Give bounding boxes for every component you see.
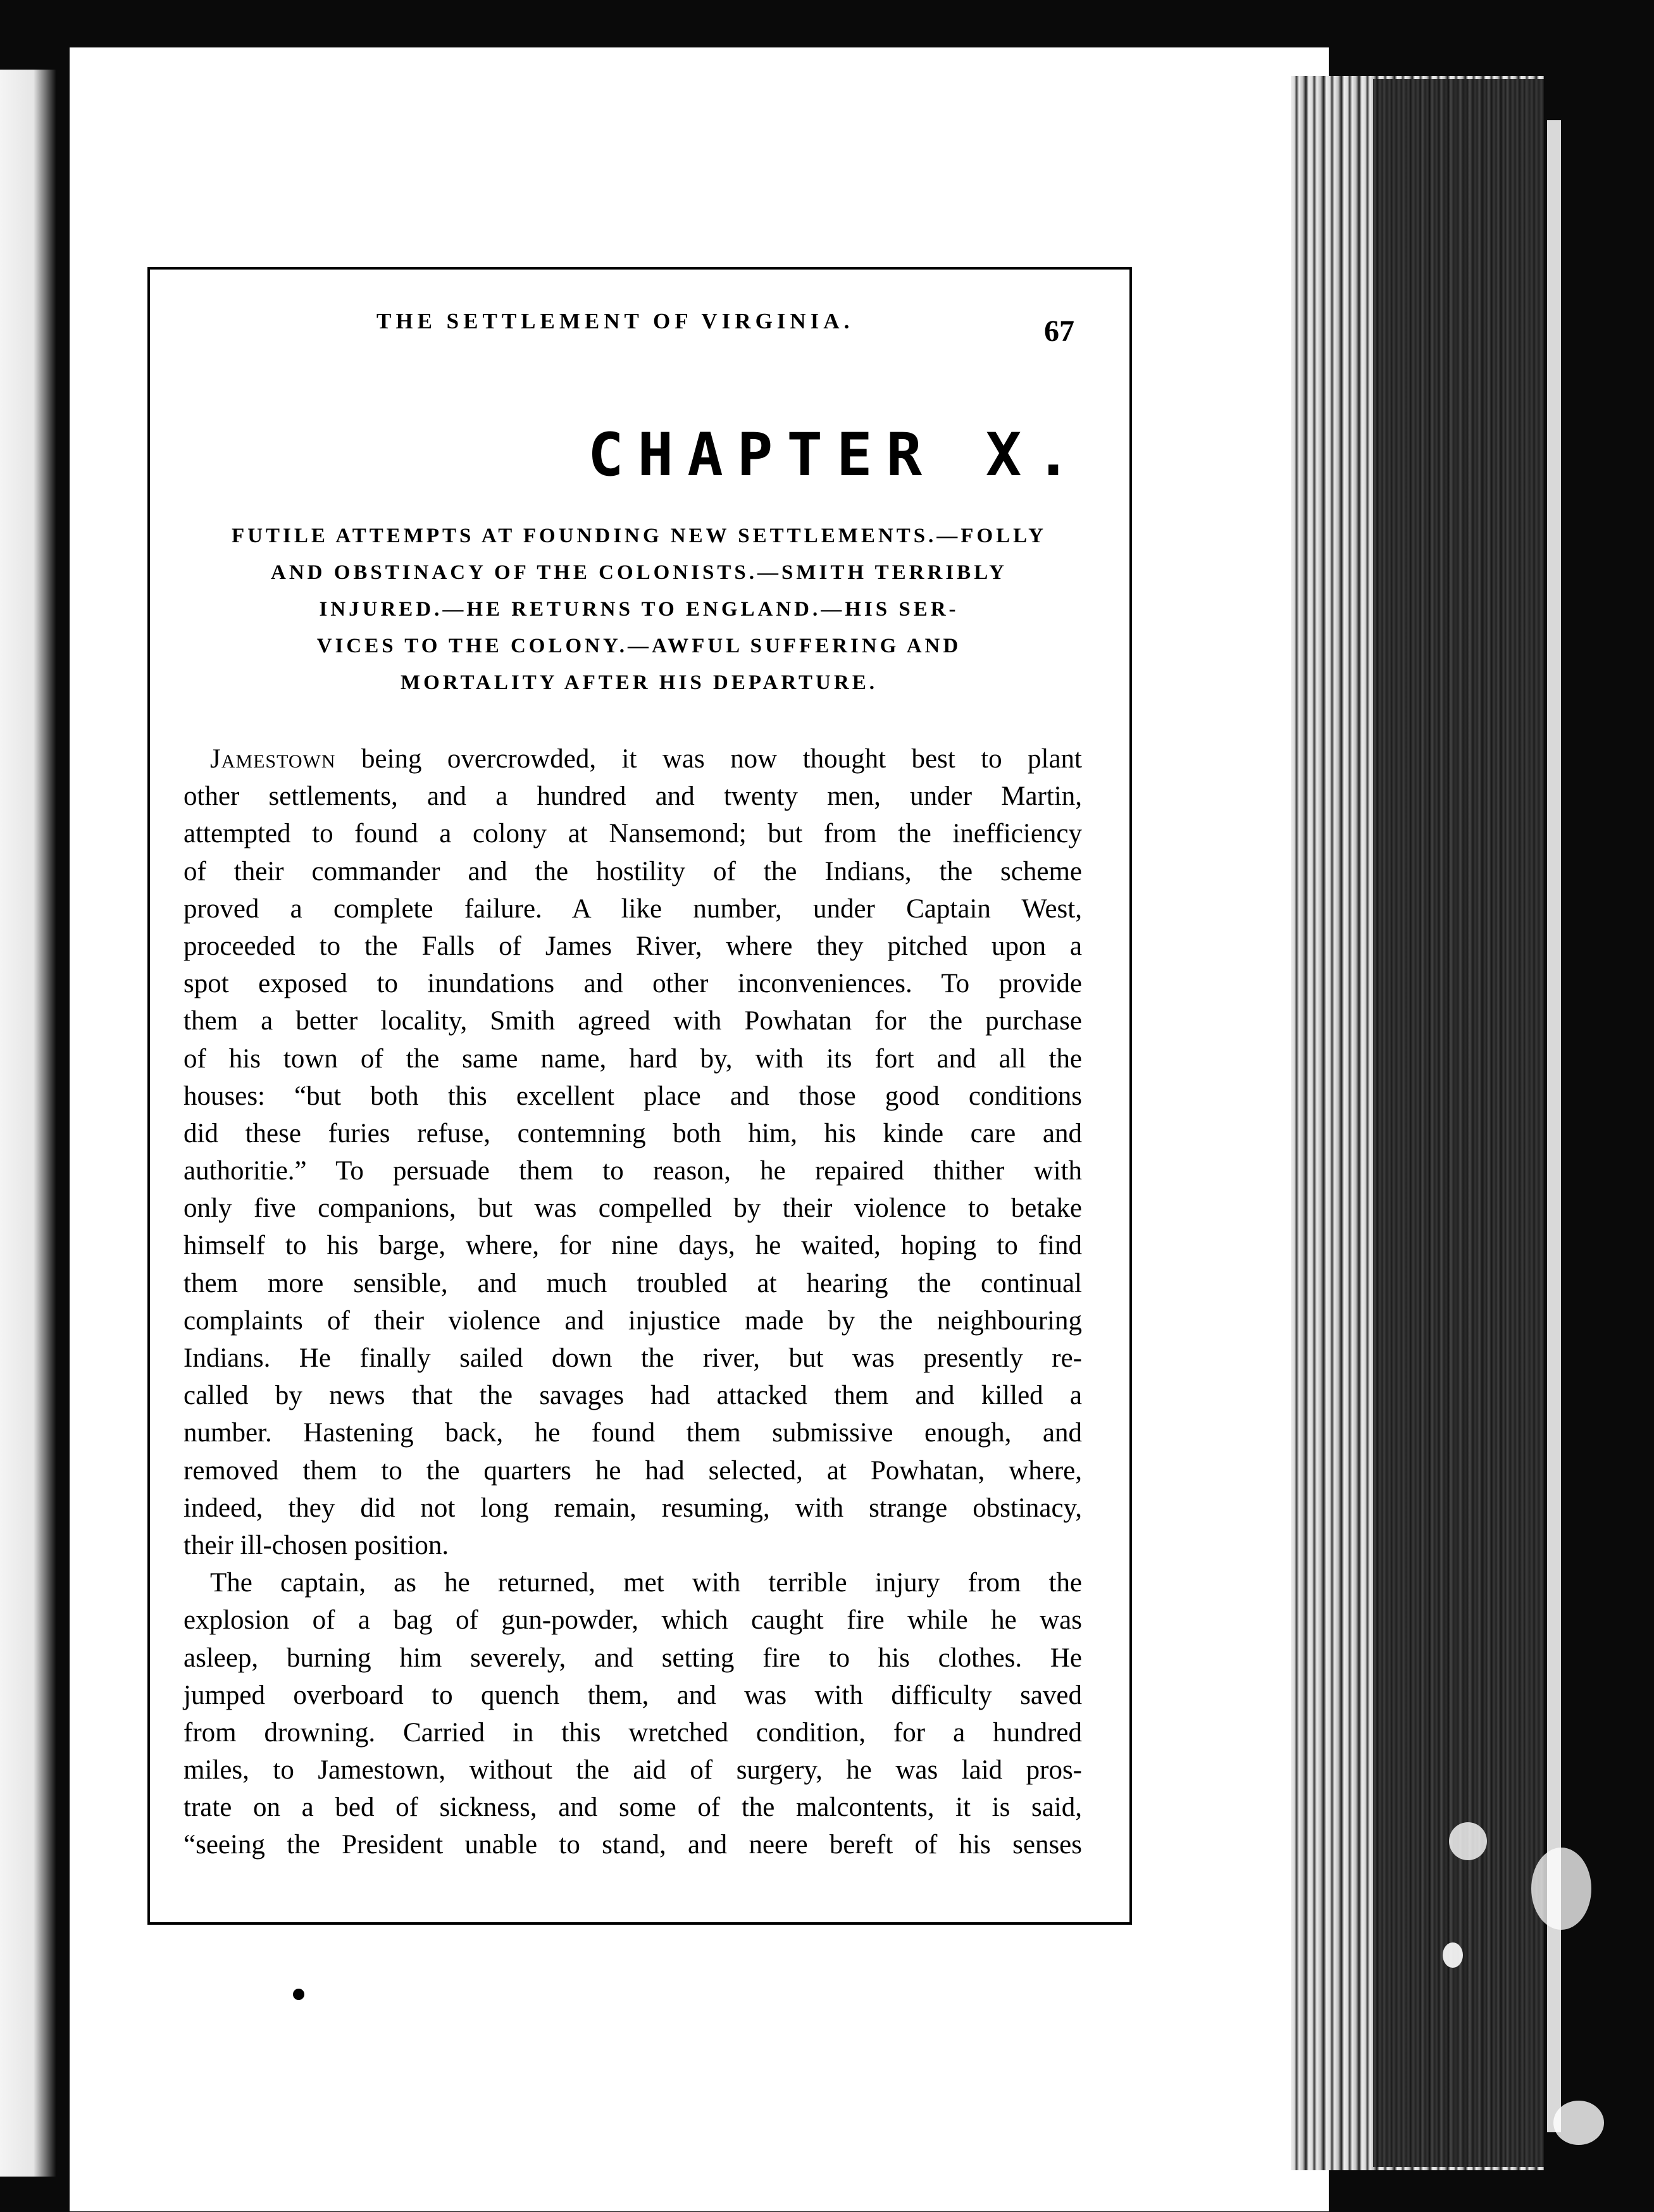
text-line: called by news that the savages had attacked them and killed a	[183, 1381, 1082, 1411]
scan-speck	[1531, 1848, 1591, 1930]
text-line: removed them to the quarters he had selected, at Powhatan, where,	[183, 1455, 1082, 1486]
text-line: number. Hastening back, he found them submissive enough, and	[183, 1418, 1082, 1448]
text-line: explosion of a bag of gun-powder, which caught fire while he was	[183, 1605, 1082, 1636]
text-line: only five companions, but was compelled by their violence to betake	[183, 1193, 1082, 1224]
summary-line: FUTILE ATTEMPTS AT FOUNDING NEW SETTLEMENTS.—FOLLY	[232, 525, 1047, 547]
summary-line: VICES TO THE COLONY.—AWFUL SUFFERING AND	[316, 635, 962, 657]
page-number: 67	[1044, 314, 1074, 348]
text-line: their ill-chosen position.	[183, 1530, 449, 1560]
scan-speck	[1553, 2101, 1604, 2145]
text-line: jumped overboard to quench them, and was with difficulty saved	[183, 1680, 1082, 1710]
text-line: spot exposed to inundations and other inconveniences. To provide	[183, 969, 1082, 999]
paragraph	[183, 740, 1082, 1564]
scan-speck	[1443, 1942, 1463, 1968]
text-line: proceeded to the Falls of James River, where they pitched upon a	[183, 931, 1082, 961]
lead-word: Jamestown	[210, 744, 336, 774]
text-line: The captain, as he returned, met with terrible injury from the	[210, 1568, 1082, 1598]
ink-dot	[293, 1989, 304, 2000]
text-line: them more sensible, and much troubled at hearing the continual	[183, 1268, 1082, 1298]
summary-line: INJURED.—HE RETURNS TO ENGLAND.—HIS SER-	[319, 598, 959, 621]
text-line: miles, to Jamestown, without the aid of surgery, he was laid pros-	[183, 1755, 1082, 1786]
text-line: attempted to found a colony at Nansemond; but from the inefficiency	[183, 819, 1082, 849]
text-line: from drowning. Carried in this wretched condition, for a hundred	[183, 1717, 1082, 1748]
text-line: Indians. He finally sailed down the river, but was presently re-	[183, 1343, 1082, 1373]
text-line	[183, 740, 1082, 778]
chapter-summary	[171, 518, 1107, 701]
text-line: other settlements, and a hundred and twenty men, under Martin,	[183, 781, 1082, 812]
text-line: houses: “but both this excellent place and those good conditions	[183, 1081, 1082, 1111]
text-line: indeed, they did not long remain, resuming, with strange obstinacy,	[183, 1493, 1082, 1523]
text-line: did these furies refuse, contemning both him, his kinde care and	[183, 1118, 1082, 1148]
chapter-title: CHAPTER X.	[588, 421, 1085, 490]
summary-line: AND OBSTINACY OF THE COLONISTS.—SMITH TERRIBLY	[270, 561, 1008, 584]
text-line: asleep, burning him severely, and setting fire to his clothes. He	[183, 1643, 1082, 1673]
text-line: complaints of their violence and injustice made by the neighbouring	[183, 1305, 1082, 1336]
text-line: authoritie.” To persuade them to reason, he repaired thither with	[183, 1156, 1082, 1186]
paragraph	[183, 1564, 1082, 1864]
body-text	[183, 740, 1082, 1864]
text-line: them a better locality, Smith agreed with Powhatan for the purchase	[183, 1006, 1082, 1036]
first-line-rest: being overcrowded, it was now thought best to plant	[335, 744, 1082, 774]
summary-line: MORTALITY AFTER HIS DEPARTURE.	[401, 671, 878, 694]
text-line: proved a complete failure. A like number, under Captain West,	[183, 893, 1082, 924]
text-line: trate on a bed of sickness, and some of the malcontents, it is said,	[183, 1793, 1082, 1823]
left-page-edge	[0, 70, 56, 2177]
running-head: THE SETTLEMENT OF VIRGINIA.	[376, 309, 854, 333]
scan-speck	[1449, 1822, 1487, 1860]
text-line: of his town of the same name, hard by, with its fort and all the	[183, 1043, 1082, 1074]
text-line: “seeing the President unable to stand, and neere bereft of his senses	[183, 1830, 1082, 1860]
text-line: of their commander and the hostility of the Indians, the scheme	[183, 856, 1082, 886]
text-line: himself to his barge, where, for nine days, he waited, hoping to find	[183, 1231, 1082, 1261]
